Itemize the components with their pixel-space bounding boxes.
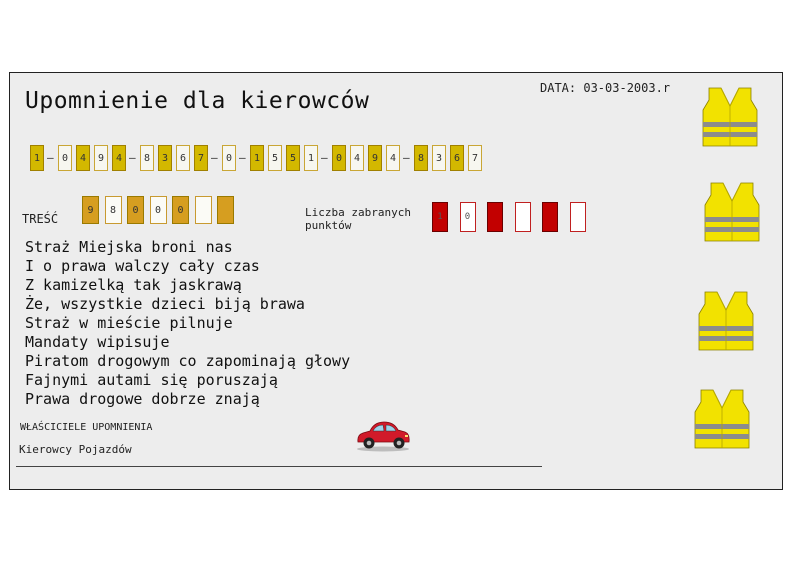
content-code-box	[217, 196, 234, 224]
sequence-digit-box: 6	[450, 145, 464, 171]
sequence-digit-box: 0	[332, 145, 346, 171]
sequence-digit-box: 8	[140, 145, 154, 171]
points-boxes	[432, 202, 592, 234]
number-sequence	[30, 145, 610, 175]
document-title: Upomnienie dla kierowców	[25, 88, 370, 114]
sequence-digit-box: 9	[368, 145, 382, 171]
sequence-digit-box: 1	[304, 145, 318, 171]
poem-line: Straż w mieście pilnuje	[25, 314, 233, 332]
sequence-digit-box: 3	[158, 145, 172, 171]
sequence-digit-box: 0	[222, 145, 236, 171]
sequence-digit-box: 8	[414, 145, 428, 171]
content-code-box: 0	[127, 196, 144, 224]
sequence-separator: –	[321, 151, 328, 164]
drivers-label: Kierowcy Pojazdów	[19, 443, 132, 456]
sequence-digit-box: 7	[194, 145, 208, 171]
sequence-digit-box: 4	[112, 145, 126, 171]
content-code-box	[195, 196, 212, 224]
sequence-digit-box: 5	[286, 145, 300, 171]
sequence-digit-box: 9	[94, 145, 108, 171]
points-box: 1	[432, 202, 448, 232]
sequence-digit-box: 7	[468, 145, 482, 171]
content-label: TREŚĆ	[22, 212, 59, 226]
sequence-separator: –	[211, 151, 218, 164]
sequence-separator: –	[239, 151, 246, 164]
content-code-box: 8	[105, 196, 122, 224]
points-label-line1: Liczba zabranych	[305, 206, 411, 219]
safety-vest-icon	[701, 86, 759, 148]
safety-vest-icon	[693, 388, 751, 450]
sequence-digit-box: 4	[350, 145, 364, 171]
sequence-digit-box: 6	[176, 145, 190, 171]
poem-line: Że, wszystkie dzieci biją brawa	[25, 295, 305, 313]
content-code-box: 0	[172, 196, 189, 224]
points-box: 0	[460, 202, 476, 232]
owners-label: WŁAŚCICIELE UPOMNIENIA	[20, 422, 153, 433]
sequence-separator: –	[403, 151, 410, 164]
safety-vest-icon	[697, 290, 755, 352]
points-label	[305, 206, 435, 232]
points-box	[515, 202, 531, 232]
content-code-box: 9	[82, 196, 99, 224]
sequence-separator: –	[47, 151, 54, 164]
sequence-digit-box: 3	[432, 145, 446, 171]
poem-line: I o prawa walczy cały czas	[25, 257, 260, 275]
points-label-line2: punktów	[305, 219, 352, 232]
poem-line: Fajnymi autami się poruszają	[25, 371, 278, 389]
poem-line: Z kamizelką tak jaskrawą	[25, 276, 242, 294]
sequence-digit-box: 1	[30, 145, 44, 171]
document-date: DATA: 03-03-2003.r	[540, 81, 671, 95]
sequence-digit-box: 0	[58, 145, 72, 171]
safety-vest-icon	[703, 181, 761, 243]
red-car-icon	[354, 418, 412, 452]
points-box	[570, 202, 586, 232]
content-code-boxes	[82, 196, 252, 226]
sequence-digit-box: 1	[250, 145, 264, 171]
poem-line: Prawa drogowe dobrze znają	[25, 390, 260, 408]
points-box	[487, 202, 503, 232]
sequence-digit-box: 5	[268, 145, 282, 171]
sequence-separator: –	[129, 151, 136, 164]
sequence-digit-box: 4	[386, 145, 400, 171]
points-box	[542, 202, 558, 232]
poem-line: Straż Miejska broni nas	[25, 238, 233, 256]
signature-line	[16, 466, 542, 467]
content-code-box: 0	[150, 196, 167, 224]
poem-text	[25, 238, 350, 409]
sequence-digit-box: 4	[76, 145, 90, 171]
poem-line: Mandaty wipisuje	[25, 333, 170, 351]
poem-line: Piratom drogowym co zapominają głowy	[25, 352, 351, 370]
side-border	[782, 392, 783, 460]
